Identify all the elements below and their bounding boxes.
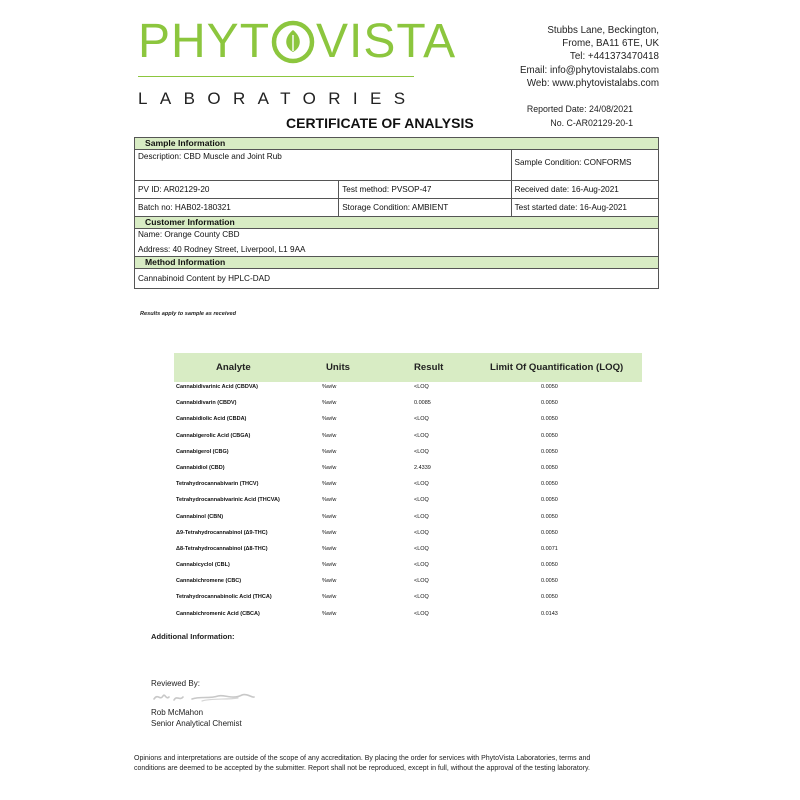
reviewer-title: Senior Analytical Chemist	[151, 718, 242, 728]
loq-cell: 0.0050	[541, 578, 558, 585]
analyte-cell: Cannabichromenic Acid (CBCA)	[176, 610, 260, 617]
loq-cell: 0.0050	[541, 416, 558, 423]
table-row	[174, 592, 642, 608]
units-cell: %w/w	[322, 464, 337, 471]
table-row	[174, 447, 642, 463]
company-address	[520, 24, 659, 90]
result-cell: <LOQ	[414, 529, 429, 536]
analyte-cell: Tetrahydrocannabivarinic Acid (THCVA)	[176, 497, 280, 504]
signature-image	[152, 687, 256, 707]
table-row	[174, 512, 642, 528]
table-row	[174, 431, 642, 447]
result-cell: <LOQ	[414, 448, 429, 455]
sample-row	[134, 181, 659, 199]
customer-row	[134, 229, 659, 257]
address-line: Frome, BA11 6TE, UK	[562, 38, 659, 50]
analyte-cell: Cannabidivarinic Acid (CBDVA)	[176, 384, 258, 390]
result-cell: 2.4339	[414, 464, 431, 471]
method-row	[134, 269, 659, 289]
document-title: CERTIFICATE OF ANALYSIS	[286, 115, 474, 131]
units-cell: %w/w	[322, 610, 337, 617]
analyte-cell: Cannabigerol (CBG)	[176, 448, 229, 455]
method-info-heading: Method Information	[134, 257, 659, 269]
loq-cell: 0.0050	[541, 594, 558, 601]
result-cell: <LOQ	[414, 432, 429, 439]
table-row	[174, 479, 642, 495]
header-result: Result	[414, 362, 444, 373]
analyte-cell: Cannabicyclol (CBL)	[176, 562, 230, 569]
units-cell: %w/w	[322, 481, 337, 488]
table-row	[174, 609, 642, 625]
report-number: No. C-AR02129-20-1	[550, 117, 633, 128]
result-cell: <LOQ	[414, 562, 429, 569]
disclaimer-text: Opinions and interpretations are outside of the scope of any accreditation. By placing the order for services with PhytoVista Laboratories, terms and conditions are deemed to be accepted by the submitter. Report shall not be reproduced, except in full, without the approval of the testing laboratory.	[134, 755, 591, 772]
analyte-cell: Cannabichromene (CBC)	[176, 578, 242, 585]
additional-information-label: Additional Information:	[151, 632, 235, 641]
units-cell: %w/w	[322, 416, 337, 423]
batch-number: Batch no: HAB02-180321	[135, 199, 339, 216]
reported-date: Reported Date: 24/08/2021	[526, 104, 633, 114]
result-cell: <LOQ	[414, 513, 429, 520]
reviewer-name: Rob McMahon	[151, 708, 204, 717]
analyte-cell: Cannabidiol (CBD)	[176, 464, 225, 471]
header-analyte: Analyte	[216, 362, 251, 373]
results-table	[174, 353, 642, 625]
results-header	[174, 353, 642, 382]
customer-address: Address: 40 Rodney Street, Liverpool, L1 9AA	[138, 245, 306, 254]
header-loq: Limit Of Quantification (LOQ)	[490, 362, 624, 373]
results-body	[174, 382, 642, 625]
loq-cell: 0.0050	[541, 529, 558, 536]
customer-info-heading: Customer Information	[134, 217, 659, 229]
loq-cell: 0.0050	[541, 384, 558, 390]
report-meta	[527, 103, 633, 130]
result-cell: <LOQ	[414, 481, 429, 488]
pv-id: PV ID: AR02129-20	[135, 181, 339, 198]
logo-subtitle: LABORATORIES	[138, 89, 418, 108]
loq-cell: 0.0050	[541, 464, 558, 471]
table-row	[174, 544, 642, 560]
table-row	[174, 495, 642, 511]
units-cell: %w/w	[322, 578, 337, 585]
table-row	[174, 463, 642, 479]
info-table	[134, 137, 659, 289]
customer-name: Name: Orange County CBD	[138, 230, 240, 239]
header-units: Units	[326, 362, 350, 373]
address-line: Email: info@phytovistalabs.com	[520, 64, 659, 76]
result-cell: 0.0085	[414, 400, 431, 407]
received-date: Received date: 16-Aug-2021	[514, 185, 619, 194]
analyte-cell: Cannabigerolic Acid (CBGA)	[176, 432, 251, 439]
analyte-cell: Tetrahydrocannabivarin (THCV)	[176, 481, 259, 488]
results-note: Results apply to sample as received	[140, 311, 237, 317]
sample-description: Description: CBD Muscle and Joint Rub	[135, 150, 512, 180]
address-line: Stubbs Lane, Beckington,	[547, 25, 659, 36]
result-cell: <LOQ	[414, 578, 429, 585]
storage-condition: Storage Condition: AMBIENT	[339, 199, 511, 216]
table-row	[174, 576, 642, 592]
company-logo	[138, 15, 457, 108]
units-cell: %w/w	[322, 384, 337, 390]
analyte-cell: Δ9-Tetrahydrocannabinol (Δ9-THC)	[176, 529, 268, 536]
logo-wordmark: PHYT VISTA	[138, 15, 457, 68]
units-cell: %w/w	[322, 529, 337, 536]
units-cell: %w/w	[322, 497, 337, 504]
loq-cell: 0.0050	[541, 513, 558, 520]
loq-cell: 0.0143	[541, 610, 558, 617]
result-cell: <LOQ	[414, 497, 429, 504]
analyte-cell: Cannabidiolic Acid (CBDA)	[176, 416, 247, 423]
result-cell: <LOQ	[414, 610, 429, 617]
table-row	[174, 414, 642, 430]
loq-cell: 0.0050	[541, 448, 558, 455]
address-line: Web: www.phytovistalabs.com	[526, 77, 659, 89]
method-content: Cannabinoid Content by HPLC-DAD	[138, 274, 270, 283]
result-cell: <LOQ	[414, 594, 429, 601]
units-cell: %w/w	[322, 594, 337, 601]
loq-cell: 0.0050	[541, 562, 558, 569]
loq-cell: 0.0071	[541, 545, 558, 552]
result-cell: <LOQ	[414, 416, 429, 423]
leaf-icon	[271, 20, 315, 64]
sample-info-heading: Sample Information	[134, 137, 659, 150]
units-cell: %w/w	[322, 545, 337, 552]
sample-row	[134, 199, 659, 217]
units-cell: %w/w	[322, 432, 337, 439]
analyte-cell: Cannabinol (CBN)	[176, 513, 224, 520]
result-cell: <LOQ	[414, 384, 429, 390]
loq-cell: 0.0050	[541, 432, 558, 439]
units-cell: %w/w	[322, 448, 337, 455]
address-line: Tel: +441373470418	[569, 51, 659, 63]
logo-divider	[138, 76, 414, 77]
analyte-cell: Δ8-Tetrahydrocannabinol (Δ8-THC)	[176, 545, 268, 552]
result-cell: <LOQ	[414, 545, 429, 552]
sample-condition: Sample Condition: CONFORMS	[514, 158, 632, 167]
units-cell: %w/w	[322, 400, 337, 407]
analyte-cell: Cannabidivarin (CBDV)	[176, 400, 237, 407]
reviewer-block	[151, 708, 242, 729]
loq-cell: 0.0050	[541, 497, 558, 504]
reviewed-by-label: Reviewed By:	[151, 679, 200, 688]
loq-cell: 0.0050	[541, 400, 558, 407]
units-cell: %w/w	[322, 513, 337, 520]
test-started-date: Test started date: 16-Aug-2021	[514, 203, 627, 212]
table-row	[174, 528, 642, 544]
sample-row	[134, 150, 659, 181]
table-row	[174, 382, 642, 398]
loq-cell: 0.0050	[541, 481, 558, 488]
table-row	[174, 398, 642, 414]
test-method: Test method: PVSOP-47	[339, 181, 511, 198]
analyte-cell: Tetrahydrocannabinolic Acid (THCA)	[176, 594, 272, 601]
table-row	[174, 560, 642, 576]
units-cell: %w/w	[322, 562, 337, 569]
